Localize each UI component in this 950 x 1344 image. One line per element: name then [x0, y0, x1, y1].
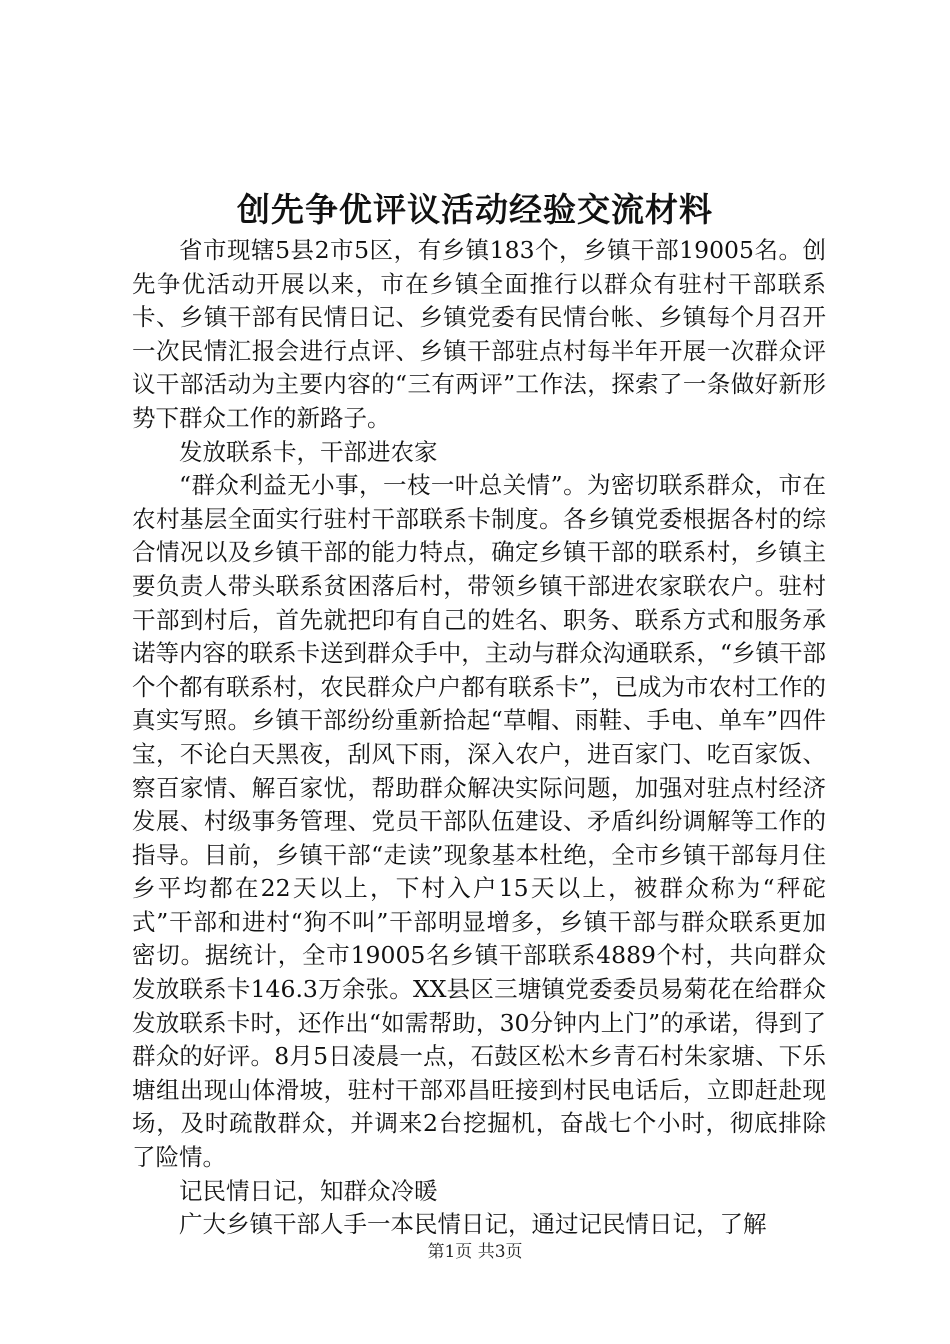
paragraph-diary: 广大乡镇干部人手一本民情日记，通过记民情日记，了解: [179, 1210, 767, 1239]
paragraph-intro: 省市现辖5县2市5区，有乡镇183个，乡镇干部19005名。创先争优活动开展以来，市在乡镇全面推行以群众有驻村干部联系卡、乡镇干部有民情日记、乡镇党委有民情台帐、乡镇每个月召开一次民情汇报会进行点评、乡镇干部驻点村每半年开展一次群众评议干部活动为主要内容的“三有两评”工作法，探索了一条做好新形势下群众工作的新路子。: [132, 236, 826, 432]
paragraph-contact-card: “群众利益无小事，一枝一叶总关情”。为密切联系群众，市在农村基层全面实行驻村干部联系卡制度。各乡镇党委根据各村的综合情况以及乡镇干部的能力特点，确定乡镇干部的联系村，乡镇主要负责人带头联系贫困落后村，带领乡镇干部进农家联农户。驻村干部到村后，首先就把印有自己的姓名、职务、联系方式和服务承诺等内容的联系卡送到群众手中，主动与群众沟通联系，“乡镇干部个个都有联系村，农民群众户户都有联系卡”，已成为市农村工作的真实写照。乡镇干部纷纷重新拾起“草帽、雨鞋、手电、单车”四件宝，不论白天黑夜，刮风下雨，深入农户，进百家门、吃百家饭、察百家情、解百家忧，帮助群众解决实际问题，加强对驻点村经济发展、村级事务管理、党员干部队伍建设、矛盾纠纷调解等工作的指导。目前，乡镇干部“走读”现象基本杜绝，全市乡镇干部每月住乡平均都在22天以上，下村入户15天以上，被群众称为“秤砣式”干部和进村“狗不叫”干部明显增多，乡镇干部与群众联系更加密切。据统计，全市19005名乡镇干部联系4889个村，共向群众发放联系卡146.3万余张。XX县区三塘镇党委委员易菊花在给群众发放联系卡时，还作出“如需帮助，30分钟内上门”的承诺，得到了群众的好评。8月5日凌晨一点，石鼓区松木乡青石村朱家塘、下乐塘组出现山体滑坡，驻村干部邓昌旺接到村民电话后，立即赶赴现场，及时疏散群众，并调来2台挖掘机，奋战七个小时，彻底排除了险情。: [132, 471, 826, 1172]
document-body: [132, 234, 826, 1242]
section-heading-diary: 记民情日记，知群众冷暖: [179, 1176, 438, 1205]
document-title: 创先争优评议活动经验交流材料: [237, 190, 713, 229]
section-heading-contact-card: 发放联系卡，干部进农家: [179, 437, 438, 466]
page-footer: 第1页 共3页: [427, 1242, 523, 1262]
